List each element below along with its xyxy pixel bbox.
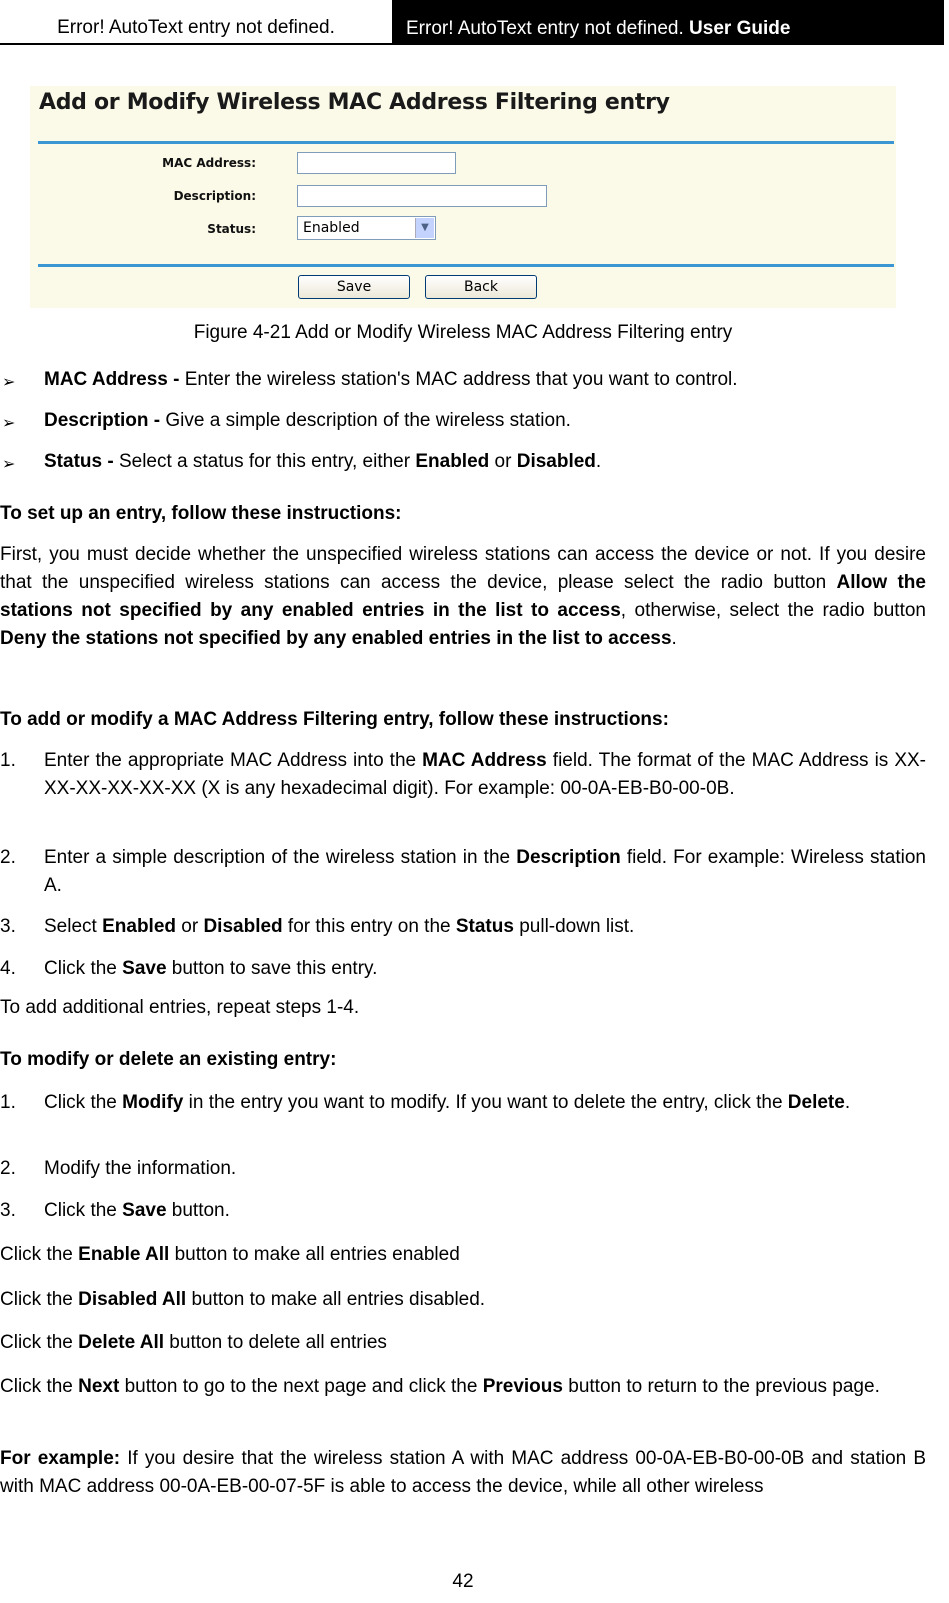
text: button to go to the next page and click the [119,1376,483,1397]
heading-text: To add or modify a MAC Address Filtering entry, follow these instructions: [0,709,669,730]
add-step-2 [44,844,926,900]
bold-text: Allow the stations not specified by any enabled entries in the list to access [0,572,926,621]
bullet-description [44,407,571,435]
step-number: 4. [0,958,16,979]
bold-text: Previous [482,1376,563,1397]
step-number: 1. [0,750,16,771]
mac-address-input[interactable] [297,152,456,174]
add-step-4 [44,955,926,983]
bullet-term: MAC Address - [44,369,180,390]
step-number: 3. [0,1200,16,1221]
text: field. The format of the MAC Address is XX-XX-XX-XX-XX-XX (X is any hexadecimal digit). For example: 00-0A-EB-B0-00-0B. [44,750,926,799]
text: Click the [44,1092,123,1113]
step-number: 2. [0,1158,16,1179]
save-button[interactable]: Save [298,275,410,299]
bullet-arrow-icon: ➢ [2,415,16,432]
text: in the entry you want to modify. If you want to delete the entry, click the [183,1092,788,1113]
text: button to save this entry. [166,958,378,979]
repeat-note: To add additional entries, repeat steps 1-4. [0,997,360,1018]
form-title: Add or Modify Wireless MAC Address Filtering entry [39,90,670,115]
modify-step-3 [44,1197,926,1225]
bold-text: Save [122,1200,167,1221]
bold-text: Description [516,847,621,868]
figure-caption: Figure 4-21 Add or Modify Wireless MAC Address Filtering entry [193,322,733,343]
status-selected-value: Enabled [303,220,360,236]
bullet-text: . [595,451,602,472]
bold-text: Next [78,1376,120,1397]
setup-heading [0,500,402,528]
page-number: 42 [452,1571,474,1592]
text: Click the [0,1332,79,1353]
text: If you desire that the wireless station A with MAC address 00-0A-EB-B0-00-0B and station B with MAC address 00-0A-EB-00-07-5F is able to access the device, while all other wireless [0,1448,926,1497]
bullet-arrow-icon: ➢ [2,456,16,473]
text: Click the [44,958,123,979]
bullet-text: or [489,451,517,472]
bold-text: Enabled [102,916,176,937]
example-paragraph [0,1445,926,1501]
text: . [671,628,677,649]
mac-address-label: MAC Address: [162,156,256,170]
bold-text: Deny the stations not specified by any enabled entries in the list to access [0,628,672,649]
bullet-term: Description - [44,410,161,431]
bullet-term: Disabled [516,451,596,472]
next-previous-note [0,1373,926,1401]
text: button to delete all entries [164,1332,387,1353]
status-label: Status: [207,222,256,236]
text: button to make all entries enabled [169,1244,460,1265]
text: button to make all entries disabled. [186,1289,486,1310]
bold-text: Disabled All [78,1289,187,1310]
add-step-1 [44,747,926,803]
bold-text: Enable All [78,1244,170,1265]
bullet-text: Give a simple description of the wireless station. [160,410,571,431]
description-label: Description: [173,189,256,203]
header-guide-title: User Guide [689,18,791,39]
text: Enter the appropriate MAC Address into the [44,750,423,771]
heading-text: To set up an entry, follow these instructions: [0,503,402,524]
bold-text: Delete All [78,1332,165,1353]
heading-text: To modify or delete an existing entry: [0,1049,337,1070]
chevron-down-icon[interactable]: ▼ [415,218,434,238]
text: Select [44,916,103,937]
bullet-term: Enabled [415,451,490,472]
header-right [392,0,944,45]
modify-step-1 [44,1089,926,1117]
bold-text: Save [122,958,167,979]
add-step-3 [44,913,926,941]
header-left: Error! AutoText entry not defined. [0,0,392,45]
text: Click the [0,1289,79,1310]
text: or [176,916,204,937]
mac-filter-form-figure [30,86,896,308]
header-right-prefix: Error! AutoText entry not defined. [406,18,684,39]
bullet-status [44,448,601,476]
top-divider [38,141,894,144]
bold-text: MAC Address [422,750,547,771]
text: pull-down list. [513,916,635,937]
bullet-text: Enter the wireless station's MAC address that you want to control. [179,369,738,390]
text: Click the [44,1200,123,1221]
bullet-text: Select a status for this entry, either [113,451,416,472]
add-heading [0,706,669,734]
setup-paragraph [0,541,926,653]
bullet-term: Status - [44,451,114,472]
delete-all-note [0,1329,387,1357]
modify-step-2: Modify the information. [44,1158,237,1179]
text: button to return to the previous page. [562,1376,880,1397]
disable-all-note [0,1286,485,1314]
bold-text: For example: [0,1448,121,1469]
bullet-arrow-icon: ➢ [2,374,16,391]
text: First, you must decide whether the unspecified wireless stations can access the device or not. If you desire that the unspecified wireless stations can access the device, please select the radio button [0,544,926,593]
text: Click the [0,1244,79,1265]
step-number: 1. [0,1092,16,1113]
text: , otherwise, select the radio button [620,600,926,621]
bold-text: Delete [787,1092,845,1113]
status-select[interactable] [297,216,436,240]
bold-text: Modify [122,1092,184,1113]
bold-text: Disabled [203,916,283,937]
step-number: 3. [0,916,16,937]
text: . [844,1092,851,1113]
description-input[interactable] [297,185,547,207]
text: Enter a simple description of the wireless station in the [44,847,517,868]
text: for this entry on the [282,916,456,937]
enable-all-note [0,1241,460,1269]
bold-text: Status [455,916,514,937]
modify-heading [0,1046,336,1074]
step-number: 2. [0,847,16,868]
page-header [0,0,949,46]
back-button[interactable]: Back [425,275,537,299]
bullet-mac-address [44,366,738,394]
text: button. [166,1200,230,1221]
text: Click the [0,1376,79,1397]
bottom-divider [38,264,894,267]
text: field. For example: Wireless station A. [44,847,926,896]
